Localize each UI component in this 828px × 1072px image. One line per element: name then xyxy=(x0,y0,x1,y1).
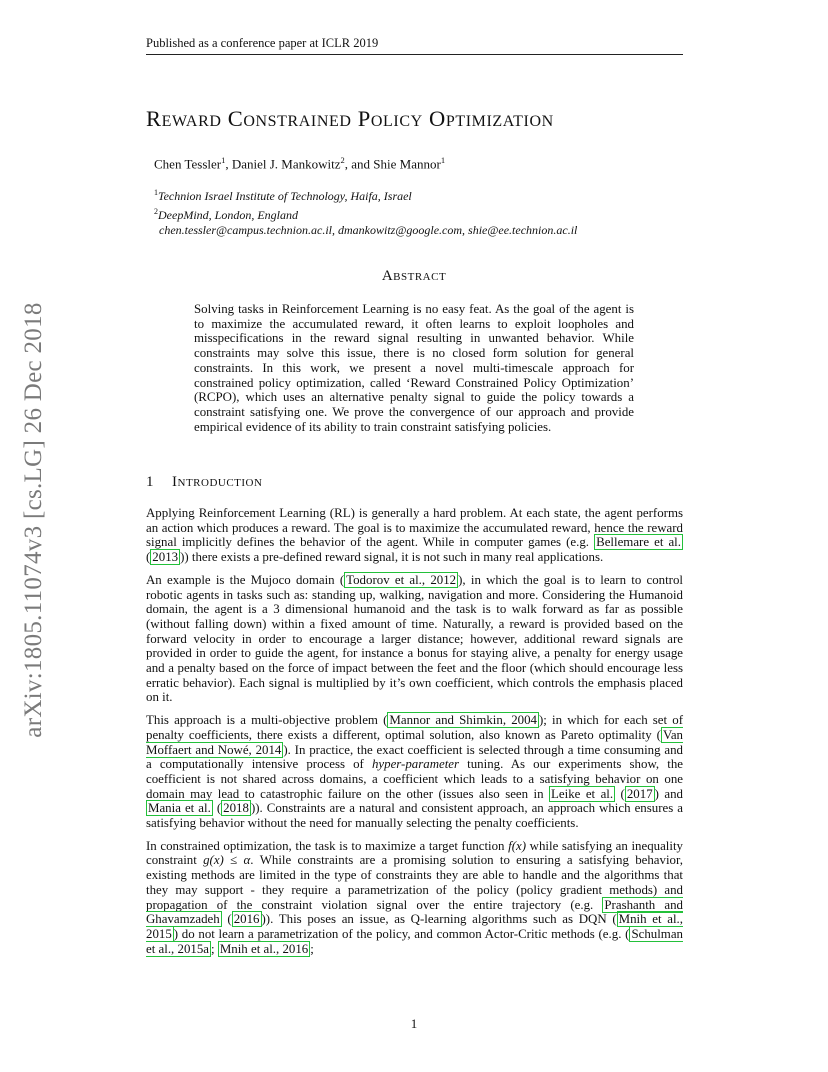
text-run: )). Constraints are a natural and consistent approach, an approach which ensures a satisfying behavior without the need for manually selecting the penalty coefficients. xyxy=(146,801,683,831)
body-text xyxy=(146,506,683,964)
text-run: ( xyxy=(146,550,151,565)
paragraph xyxy=(146,839,683,957)
text-run: ( xyxy=(615,786,625,801)
author-separator: , xyxy=(225,156,232,172)
author-separator: , and xyxy=(344,156,374,172)
author-list xyxy=(154,155,445,172)
citation-link[interactable]: Todorov et al., 2012 xyxy=(346,572,457,587)
text-run: . While constraints are a promising solution to ensuring a satisfying behavior, existing methods are limited in the type of constraints they are able to handle and the algorithms that they may support - they require a parametrization of the policy (policy gradient methods) and propagation of the constraint violation signal over the entire trajectory (e.g. xyxy=(146,853,683,912)
text-run: ), in which the goal is to learn to control robotic agents in tasks such as: standing up, walking, navigation and more. Considering the Humanoid domain, the agent is a 3 dimensional humanoid and the task is to walk forward as far as possible (without falling down) within a fixed amount of time. Naturally, a reward is provided based on the forward velocity in order to encourage a larger distance; however, additional reward signals are provided in order to guide the agent, for instance a bonus for staying alive, a penalty for energy usage and a penalty based on the force of impact between the feet and the floor (which should encourage less erratic behavior). Each signal is multiplied by it’s own coefficient, which controls the emphasis placed on it. xyxy=(146,572,683,705)
text-run: while satisfying an inequality constraint xyxy=(146,838,684,868)
citation-link[interactable]: Prashanth and Ghavamzadeh xyxy=(146,897,683,927)
author-affil-mark: 1 xyxy=(221,155,226,165)
author-name: Shie Mannor xyxy=(373,156,441,172)
text-run: )) there exists a pre-defined reward signal, it is not such in many real applications. xyxy=(180,550,604,565)
citation-link[interactable]: Schulman et al., 2015a xyxy=(146,926,683,956)
section-title: Introduction xyxy=(172,474,263,490)
citation-link[interactable]: Mnih et al., 2016 xyxy=(219,941,309,956)
abstract-text: Solving tasks in Reinforcement Learning is no easy feat. As the goal of the agent is to maximize the accumulated reward, it often learns to exploit loopholes and misspecifications in the reward signal resulting in unwanted behavior. While constraints may solve this issue, there is no closed form solution for general constraints. In this work, we present a novel multi-timescale approach for constrained policy optimization, called ‘Reward Constrained Policy Optimization’ (RCPO), which uses an alternative penalty signal to guide the policy towards a constraint satisfying one. We prove the convergence of our approach and provide empirical evidence of its ability to train constraint satisfying policies. xyxy=(194,302,634,434)
running-head: Published as a conference paper at ICLR 2019 xyxy=(146,36,683,55)
affiliation-text: Technion Israel Institute of Technology, Haifa, Israel xyxy=(158,189,412,203)
paragraph xyxy=(146,506,683,565)
paragraph xyxy=(146,573,683,705)
text-run: ( xyxy=(221,912,232,927)
citation-link[interactable]: Van Moffaert and Nowé, 2014 xyxy=(146,727,683,757)
affiliation-mark: 1 xyxy=(154,188,158,197)
citation-link[interactable]: Mannor and Shimkin, 2004 xyxy=(389,713,537,728)
text-run: Applying Reinforcement Learning (RL) is generally a hard problem. At each state, the agent performs an action which produces a reward. The goal is to maximize the accumulated reward, hence the reward signal implicitly defines the behavior of the agent. While in computer games (e.g. xyxy=(146,506,683,550)
author-affil-mark: 2 xyxy=(340,155,345,165)
citation-link[interactable]: 2018 xyxy=(223,801,249,816)
text-run: ( xyxy=(212,801,222,816)
author-emails: chen.tessler@campus.technion.ac.il, dmankowitz@google.com, shie@ee.technion.ac.il xyxy=(159,223,578,237)
text-run: ) and xyxy=(654,786,683,801)
arxiv-stamp-text: arXiv:1805.11074v3 [cs.LG] 26 Dec 2018 xyxy=(20,302,47,738)
citation-link[interactable]: Bellemare et al. xyxy=(596,535,681,550)
citation-link[interactable]: Mania et al. xyxy=(148,801,211,816)
author-name: Chen Tessler xyxy=(154,156,222,172)
text-run: ; xyxy=(211,941,218,956)
math-expression: g(x) ≤ α xyxy=(203,853,251,868)
affiliation-line xyxy=(154,204,577,223)
affiliation-line xyxy=(154,185,577,204)
text-run: ). In practice, the exact coefficient is selected through a time consuming and a computationally intensive process of xyxy=(146,742,683,772)
text-run: )). This poses an issue, as Q-learning algorithms such as DQN ( xyxy=(261,912,617,927)
page-number: 1 xyxy=(410,1016,418,1031)
text-run: This approach is a multi-objective problem ( xyxy=(146,713,388,728)
affiliations xyxy=(154,185,577,238)
text-run: tuning. As our experiments show, the coefficient is not shared across domains, a coefficient which leads to a satisfying behavior on one domain may lead to catastrophic failure on the other (issues also seen in xyxy=(146,757,683,801)
text-run: ) do not learn a parametrization of the policy, and common Actor-Critic methods (e.g. ( xyxy=(173,926,630,941)
citation-link[interactable]: Leike et al. xyxy=(551,786,614,801)
citation-link[interactable]: 2017 xyxy=(626,786,653,801)
paragraph xyxy=(146,713,683,831)
citation-link[interactable]: 2016 xyxy=(233,912,260,927)
section-number: 1 xyxy=(146,474,154,490)
paper-title: Reward Constrained Policy Optimization xyxy=(146,106,554,131)
text-run: In constrained optimization, the task is to maximize a target function xyxy=(146,838,509,853)
emphasis-text: hyper-parameter xyxy=(371,757,460,772)
affiliation-text: DeepMind, London, England xyxy=(158,208,298,222)
text-run: An example is the Mujoco domain ( xyxy=(146,572,345,587)
abstract-heading: Abstract xyxy=(381,268,447,284)
affiliation-mark: 2 xyxy=(154,207,158,216)
citation-link[interactable]: 2013 xyxy=(152,550,179,565)
author-affil-mark: 1 xyxy=(440,155,446,165)
author-name: Daniel J. Mankowitz xyxy=(231,156,341,172)
section-heading xyxy=(146,474,262,491)
text-run: ; xyxy=(310,941,314,956)
math-expression: f(x) xyxy=(508,838,527,853)
citation-link[interactable]: Mnih et al., 2015 xyxy=(146,912,683,941)
text-run: ); in which for each set of penalty coefficients, there exists a different, optimal solution, also known as Pareto optimality ( xyxy=(146,713,683,742)
arxiv-stamp xyxy=(14,285,54,755)
